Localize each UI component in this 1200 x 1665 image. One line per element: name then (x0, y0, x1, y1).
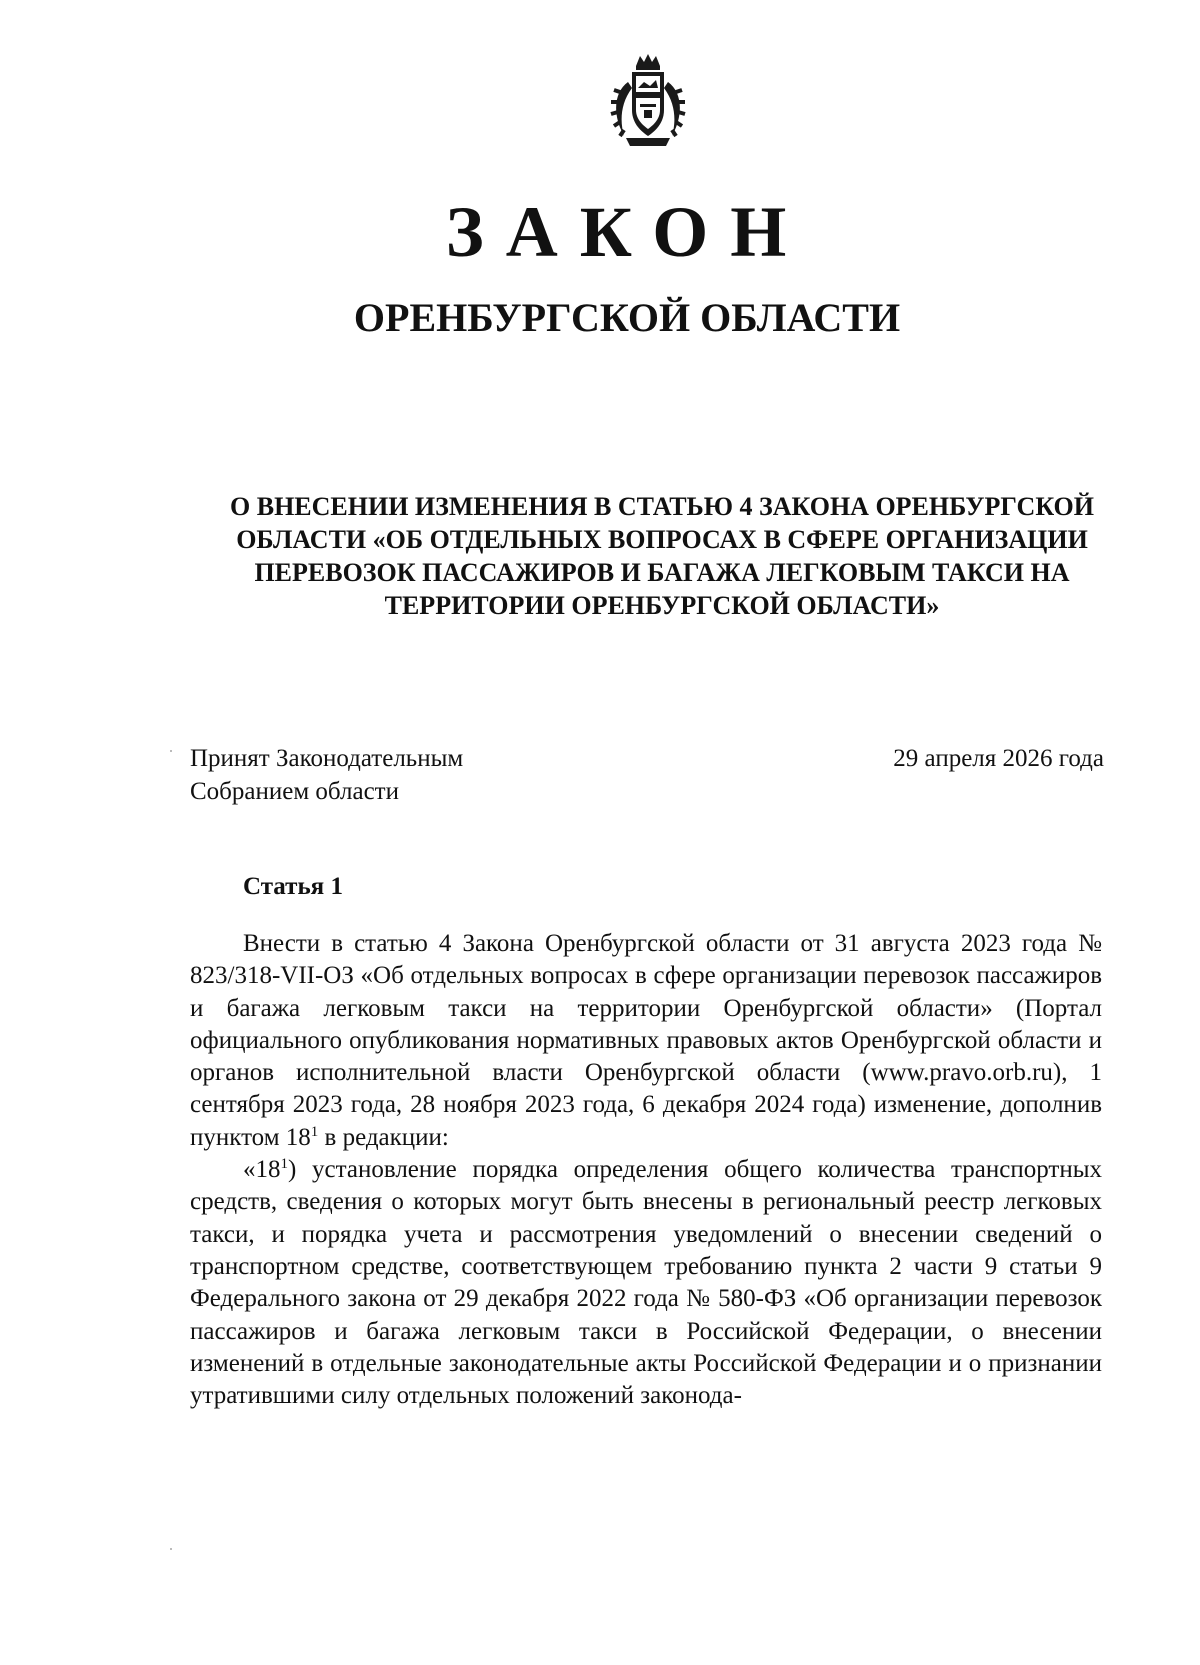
law-heading: О ВНЕСЕНИИ ИЗМЕНЕНИЯ В СТАТЬЮ 4 ЗАКОНА ОРЕНБУРГСКОЙ ОБЛАСТИ «ОБ ОТДЕЛЬНЫХ ВОПРОСАХ В СФЕРЕ ОРГАНИЗАЦИИ ПЕРЕВОЗОК ПАССАЖИРОВ И БАГАЖА ЛЕГКОВЫМ ТАКСИ НА ТЕРРИТОРИИ ОРЕНБУРГСКОЙ ОБЛАСТИ» (230, 492, 1094, 620)
adopted-by (190, 742, 463, 808)
paragraph-tail: в редакции: (318, 1123, 449, 1151)
scan-mark (170, 750, 172, 752)
document-title: ЗАКОН (445, 192, 809, 272)
paragraph-open: «18 (243, 1156, 281, 1184)
adopted-date: 29 апреля 2026 года (893, 745, 1104, 772)
paragraph-text: Внести в статью 4 Закона Оренбургской области от 31 августа 2023 года № 823/318-VII-ОЗ «Об отдельных вопросах в сфере организации перевозок пассажиров и багажа легковым такси на территории Оренбургской области» (Портал официального опубликования нормативных правовых актов Оренбургской области и органов исполнительной власти Оренбургской области (www.pravo.orb.ru), 1 сентября 2023 года, 28 ноября 2023 года, 6 декабря 2024 года) изменение, дополнив пунктом 18 (190, 930, 1102, 1151)
article-title: Статья 1 (243, 873, 343, 900)
article-paragraph-2 (190, 1154, 1102, 1412)
document-subtitle: ОРЕНБУРГСКОЙ ОБЛАСТИ (353, 295, 901, 340)
scan-mark (170, 1548, 172, 1550)
adopted-line-2: Собранием области (190, 778, 399, 805)
article-body (190, 928, 1102, 1412)
coat-of-arms-icon (606, 52, 690, 148)
superscript: 1 (280, 1156, 288, 1173)
article-paragraph-1 (190, 928, 1102, 1154)
paragraph-text: ) установление порядка определения общего количества транспортных средств, сведения о которых могут быть внесены в региональный реестр легковых такси, и порядка учета и рассмотрения уведомлений о внесении сведений о транспортном средстве, соответствующем требованию пункта 2 части 9 статьи 9 Федерального закона от 29 декабря 2022 года № 580-ФЗ «Об организации перевозок пассажиров и багажа легковым такси в Российской Федерации, о внесении изменений в отдельные законодательные акты Российской Федерации и о признании утратившими силу отдельных положений законода- (190, 1156, 1102, 1410)
superscript: 1 (310, 1123, 319, 1140)
adopted-line-1: Принят Законодательным (190, 745, 464, 772)
